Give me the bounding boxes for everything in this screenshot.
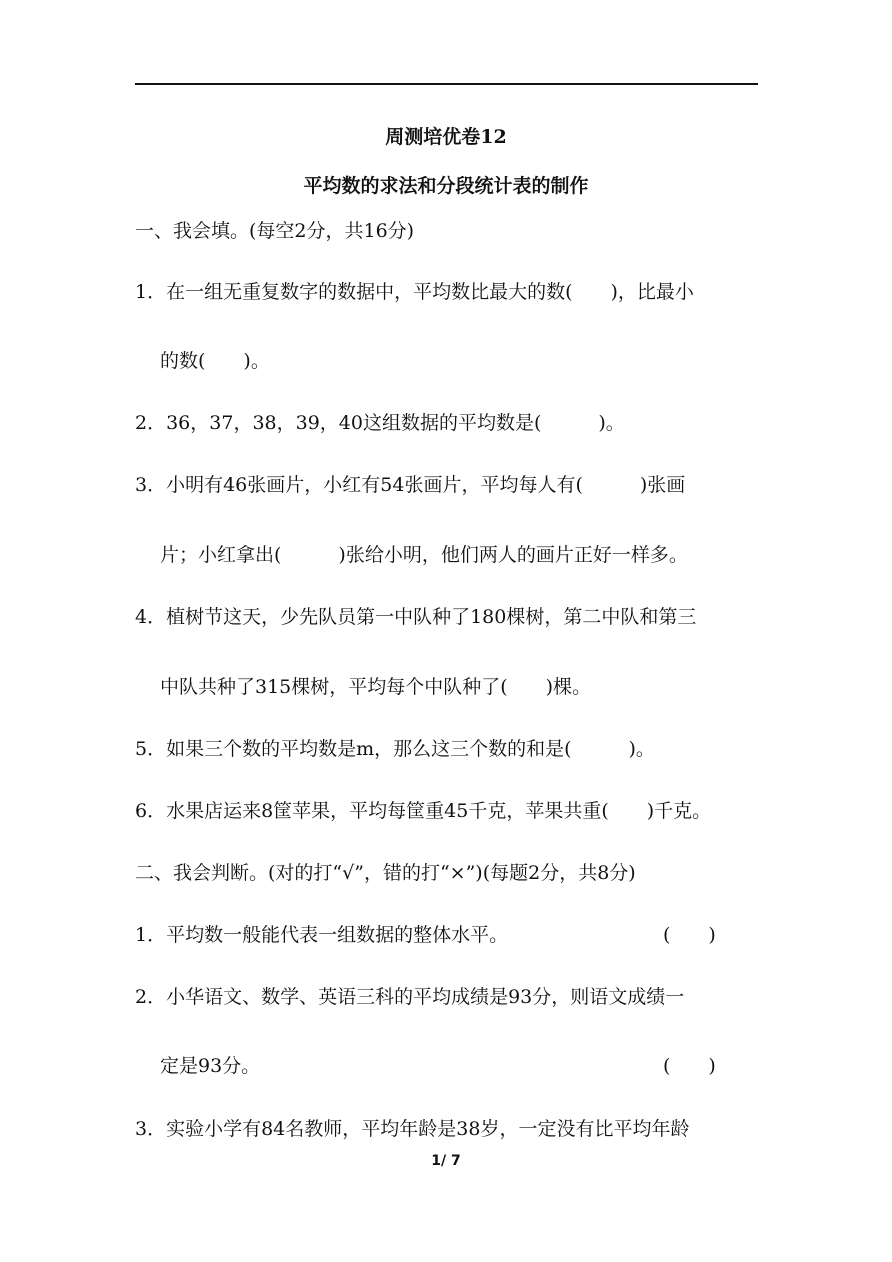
header-rule [135,83,758,85]
s1-q5-line1: 5．如果三个数的平均数是m，那么这三个数的和是( )。 [135,738,655,760]
page-subtitle: 平均数的求法和分段统计表的制作 [303,175,589,197]
s2-q1-line1: 1．平均数一般能代表一组数据的整体水平。 [135,924,509,946]
s2-q2-line2: 定是93分。 [160,1055,261,1077]
s2-q2-line1: 2．小华语文、数学、英语三科的平均成绩是93分，则语文成绩一 [135,986,685,1008]
s1-q1-line2: 的数( )。 [160,350,270,372]
s1-q6-line1: 6．水果店运来8筐苹果，平均每筐重45千克，苹果共重( )千克。 [135,800,712,822]
s2-q2-answer-blank: ( ) [663,1055,716,1077]
section1-heading: 一、我会填。(每空2分，共16分) [135,220,415,242]
s1-q4-line2: 中队共种了315棵树，平均每个中队种了( )棵。 [160,676,592,698]
s1-q3-line1: 3．小明有46张画片，小红有54张画片，平均每人有( )张画 [135,474,686,496]
s1-q3-line2: 片；小红拿出( )张给小明，他们两人的画片正好一样多。 [160,544,688,566]
section2-heading: 二、我会判断。(对的打“√”，错的打“×”)(每题2分，共8分) [135,862,636,884]
page-number: 1/ 7 [431,1153,461,1169]
s1-q2-line1: 2．36，37，38，39，40这组数据的平均数是( )。 [135,412,625,434]
page-title: 周测培优卷12 [385,126,507,148]
s2-q3-line1: 3．实验小学有84名教师，平均年龄是38岁，一定没有比平均年龄 [135,1118,690,1140]
s1-q1-line1: 1．在一组无重复数字的数据中，平均数比最大的数( )，比最小 [135,281,694,303]
s2-q1-answer-blank: ( ) [663,924,716,946]
s1-q4-line1: 4．植树节这天，少先队员第一中队种了180棵树，第二中队和第三 [135,606,697,628]
